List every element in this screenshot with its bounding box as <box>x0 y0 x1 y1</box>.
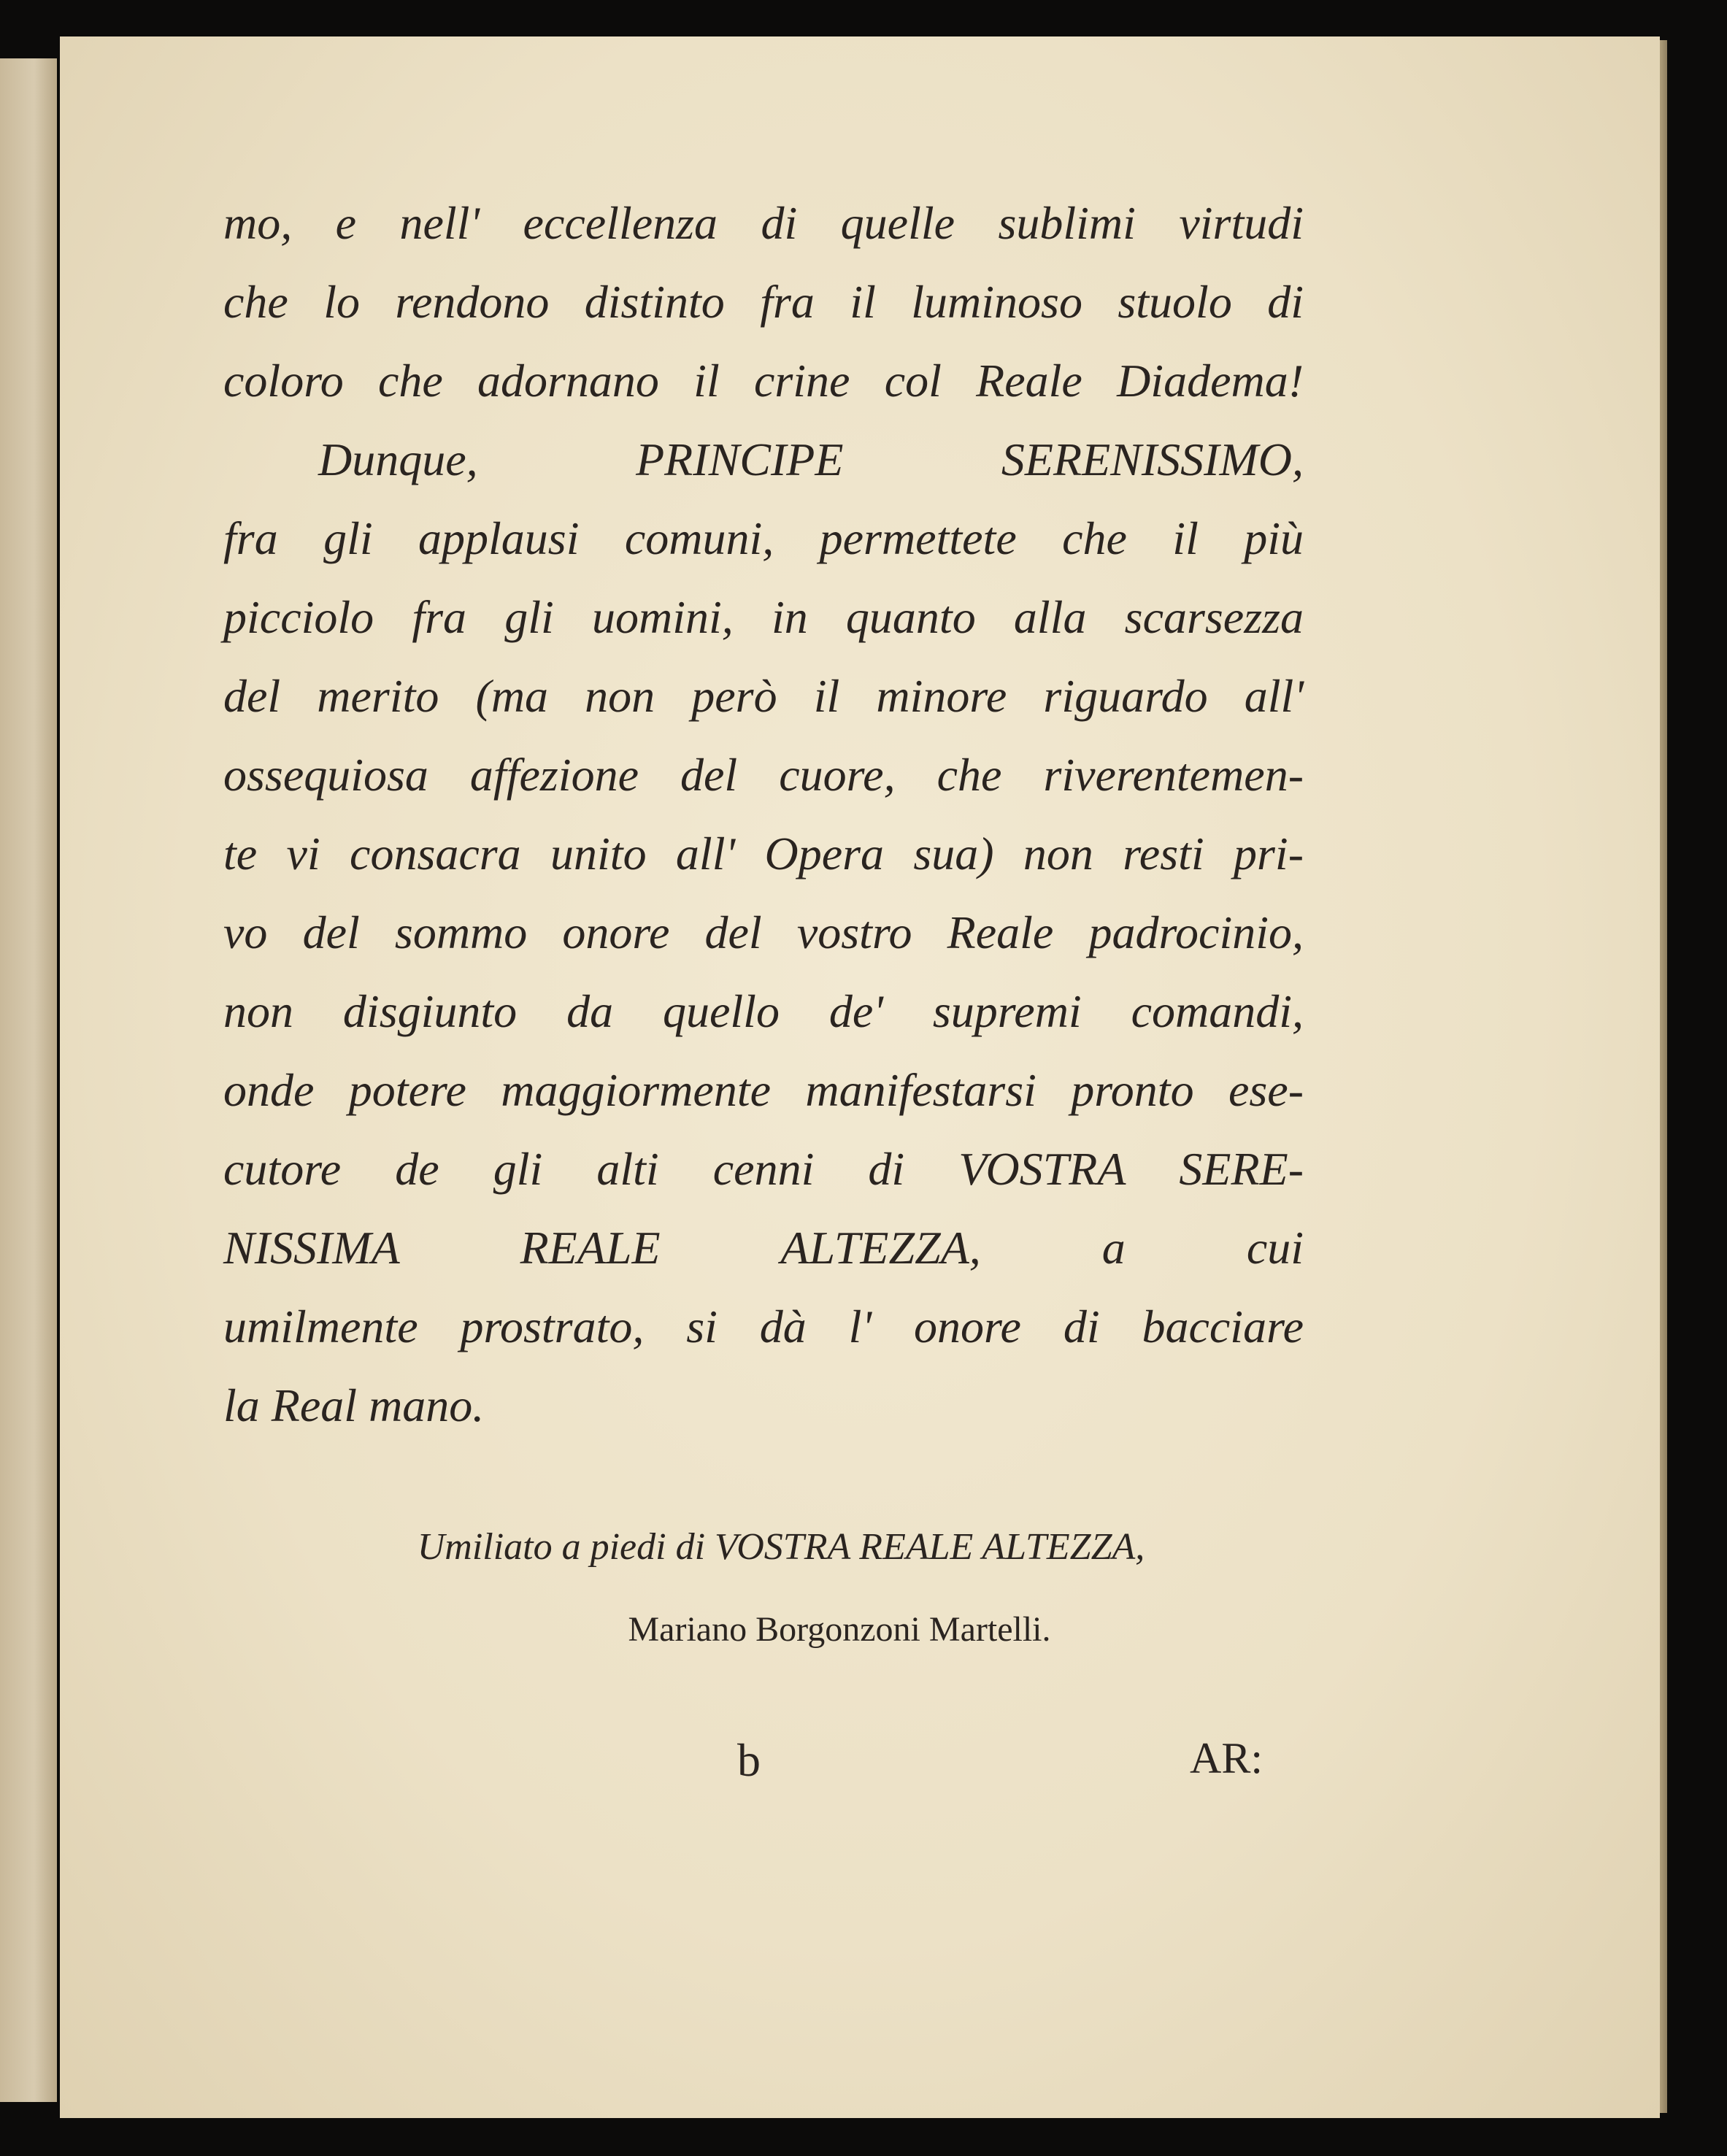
text-line-1: mo, e nell' eccellenza di quelle sublimi virtudi <box>223 197 1304 249</box>
text-line-7: del merito (ma non però il minore riguardo all' <box>223 670 1304 722</box>
text-line-14: NISSIMA REALE ALTEZZA, a cui <box>223 1222 1304 1274</box>
text-line-4: Dunque, PRINCIPE SERENISSIMO, <box>318 434 1304 485</box>
text-line-10: vo del sommo onore del vostro Reale padrocinio, <box>223 906 1304 958</box>
signature-line: Umiliato a piedi di VOSTRA REALE ALTEZZA, <box>417 1526 1145 1568</box>
previous-page-edge <box>0 58 57 2102</box>
text-line-8: ossequiosa affezione del cuore, che riverentemen- <box>223 749 1304 801</box>
text-line-15: umilmente prostrato, si dà l' onore di bacciare <box>223 1301 1304 1352</box>
text-line-9: te vi consacra unito all' Opera sua) non resti pri- <box>223 828 1304 879</box>
text-line-11: non disgiunto da quello de' supremi comandi, <box>223 985 1304 1037</box>
dedication-text <box>223 184 1304 1445</box>
text-line-12: onde potere maggiormente manifestarsi pronto ese- <box>223 1064 1304 1116</box>
signature-mark: b <box>737 1734 761 1786</box>
text-line-5: fra gli applausi comuni, permettete che il più <box>223 512 1304 564</box>
text-line-3: coloro che adornano il crine col Reale Diadema! <box>223 355 1304 407</box>
text-line-16: la Real mano. <box>223 1379 485 1431</box>
text-line-6: picciolo fra gli uomini, in quanto alla scarsezza <box>223 591 1304 643</box>
signer-name: Mariano Borgonzoni Martelli. <box>628 1610 1051 1649</box>
text-line-2: che lo rendono distinto fra il luminoso stuolo di <box>223 276 1304 328</box>
catchword: AR: <box>1190 1734 1263 1782</box>
text-line-13: cutore de gli alti cenni di VOSTRA SERE- <box>223 1143 1304 1195</box>
